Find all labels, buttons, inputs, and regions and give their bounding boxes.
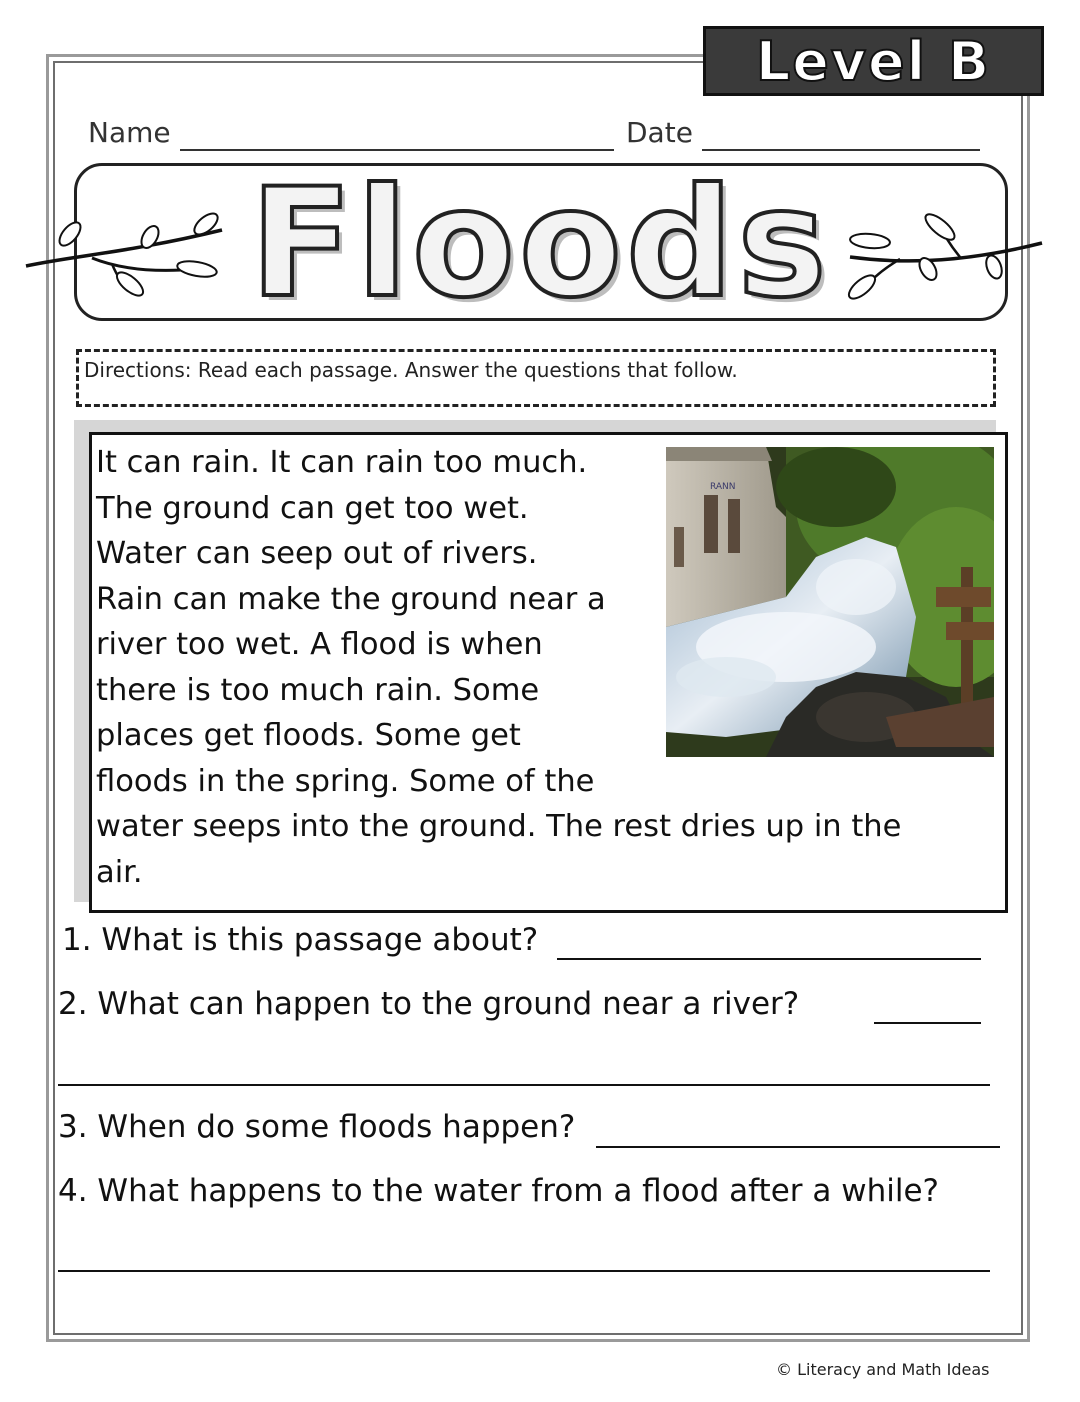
question-4: 4. What happens to the water from a flood after a while? bbox=[58, 1173, 939, 1209]
passage-line: air. bbox=[96, 854, 143, 890]
directions-text: Directions: Read each passage. Answer the questions that follow. bbox=[84, 358, 738, 382]
copyright-text: © Literacy and Math Ideas bbox=[776, 1360, 990, 1379]
question-1: 1. What is this passage about? bbox=[62, 922, 539, 958]
passage-line: water seeps into the ground. The rest dries up in the bbox=[96, 809, 902, 844]
answer-line-2b[interactable] bbox=[58, 1084, 990, 1086]
level-badge bbox=[703, 26, 1044, 96]
right-branch-icon bbox=[840, 205, 1045, 305]
page-title: Floods bbox=[250, 157, 831, 331]
level-badge-label: Level B bbox=[755, 29, 992, 93]
passage-line: Water can seep out of rivers. bbox=[96, 536, 538, 571]
name-label: Name bbox=[88, 116, 171, 149]
name-line[interactable] bbox=[180, 149, 614, 151]
left-branch-icon bbox=[22, 200, 227, 300]
answer-line-3[interactable] bbox=[596, 1146, 1000, 1148]
passage-line: The ground can get too wet. bbox=[96, 490, 529, 526]
passage-line: floods in the spring. Some of the bbox=[96, 763, 595, 799]
question-2: 2. What can happen to the ground near a river? bbox=[58, 986, 800, 1022]
passage-line: It can rain. It can rain too much. bbox=[96, 445, 588, 480]
passage-line: river too wet. A flood is when bbox=[96, 627, 543, 662]
flood-river-photo bbox=[666, 447, 994, 757]
passage-line: there is too much rain. Some bbox=[96, 672, 540, 708]
passage-line: places get floods. Some get bbox=[96, 718, 521, 753]
photo-sign-text: RANN bbox=[710, 482, 736, 492]
passage-line: Rain can make the ground near a bbox=[96, 581, 606, 617]
question-3: 3. When do some floods happen? bbox=[58, 1109, 576, 1145]
date-line[interactable] bbox=[702, 149, 980, 151]
answer-line-2a[interactable] bbox=[874, 1022, 981, 1024]
date-label: Date bbox=[626, 116, 693, 149]
name-date-row bbox=[88, 116, 988, 156]
answer-line-4[interactable] bbox=[58, 1270, 990, 1272]
answer-line-1[interactable] bbox=[557, 958, 981, 960]
